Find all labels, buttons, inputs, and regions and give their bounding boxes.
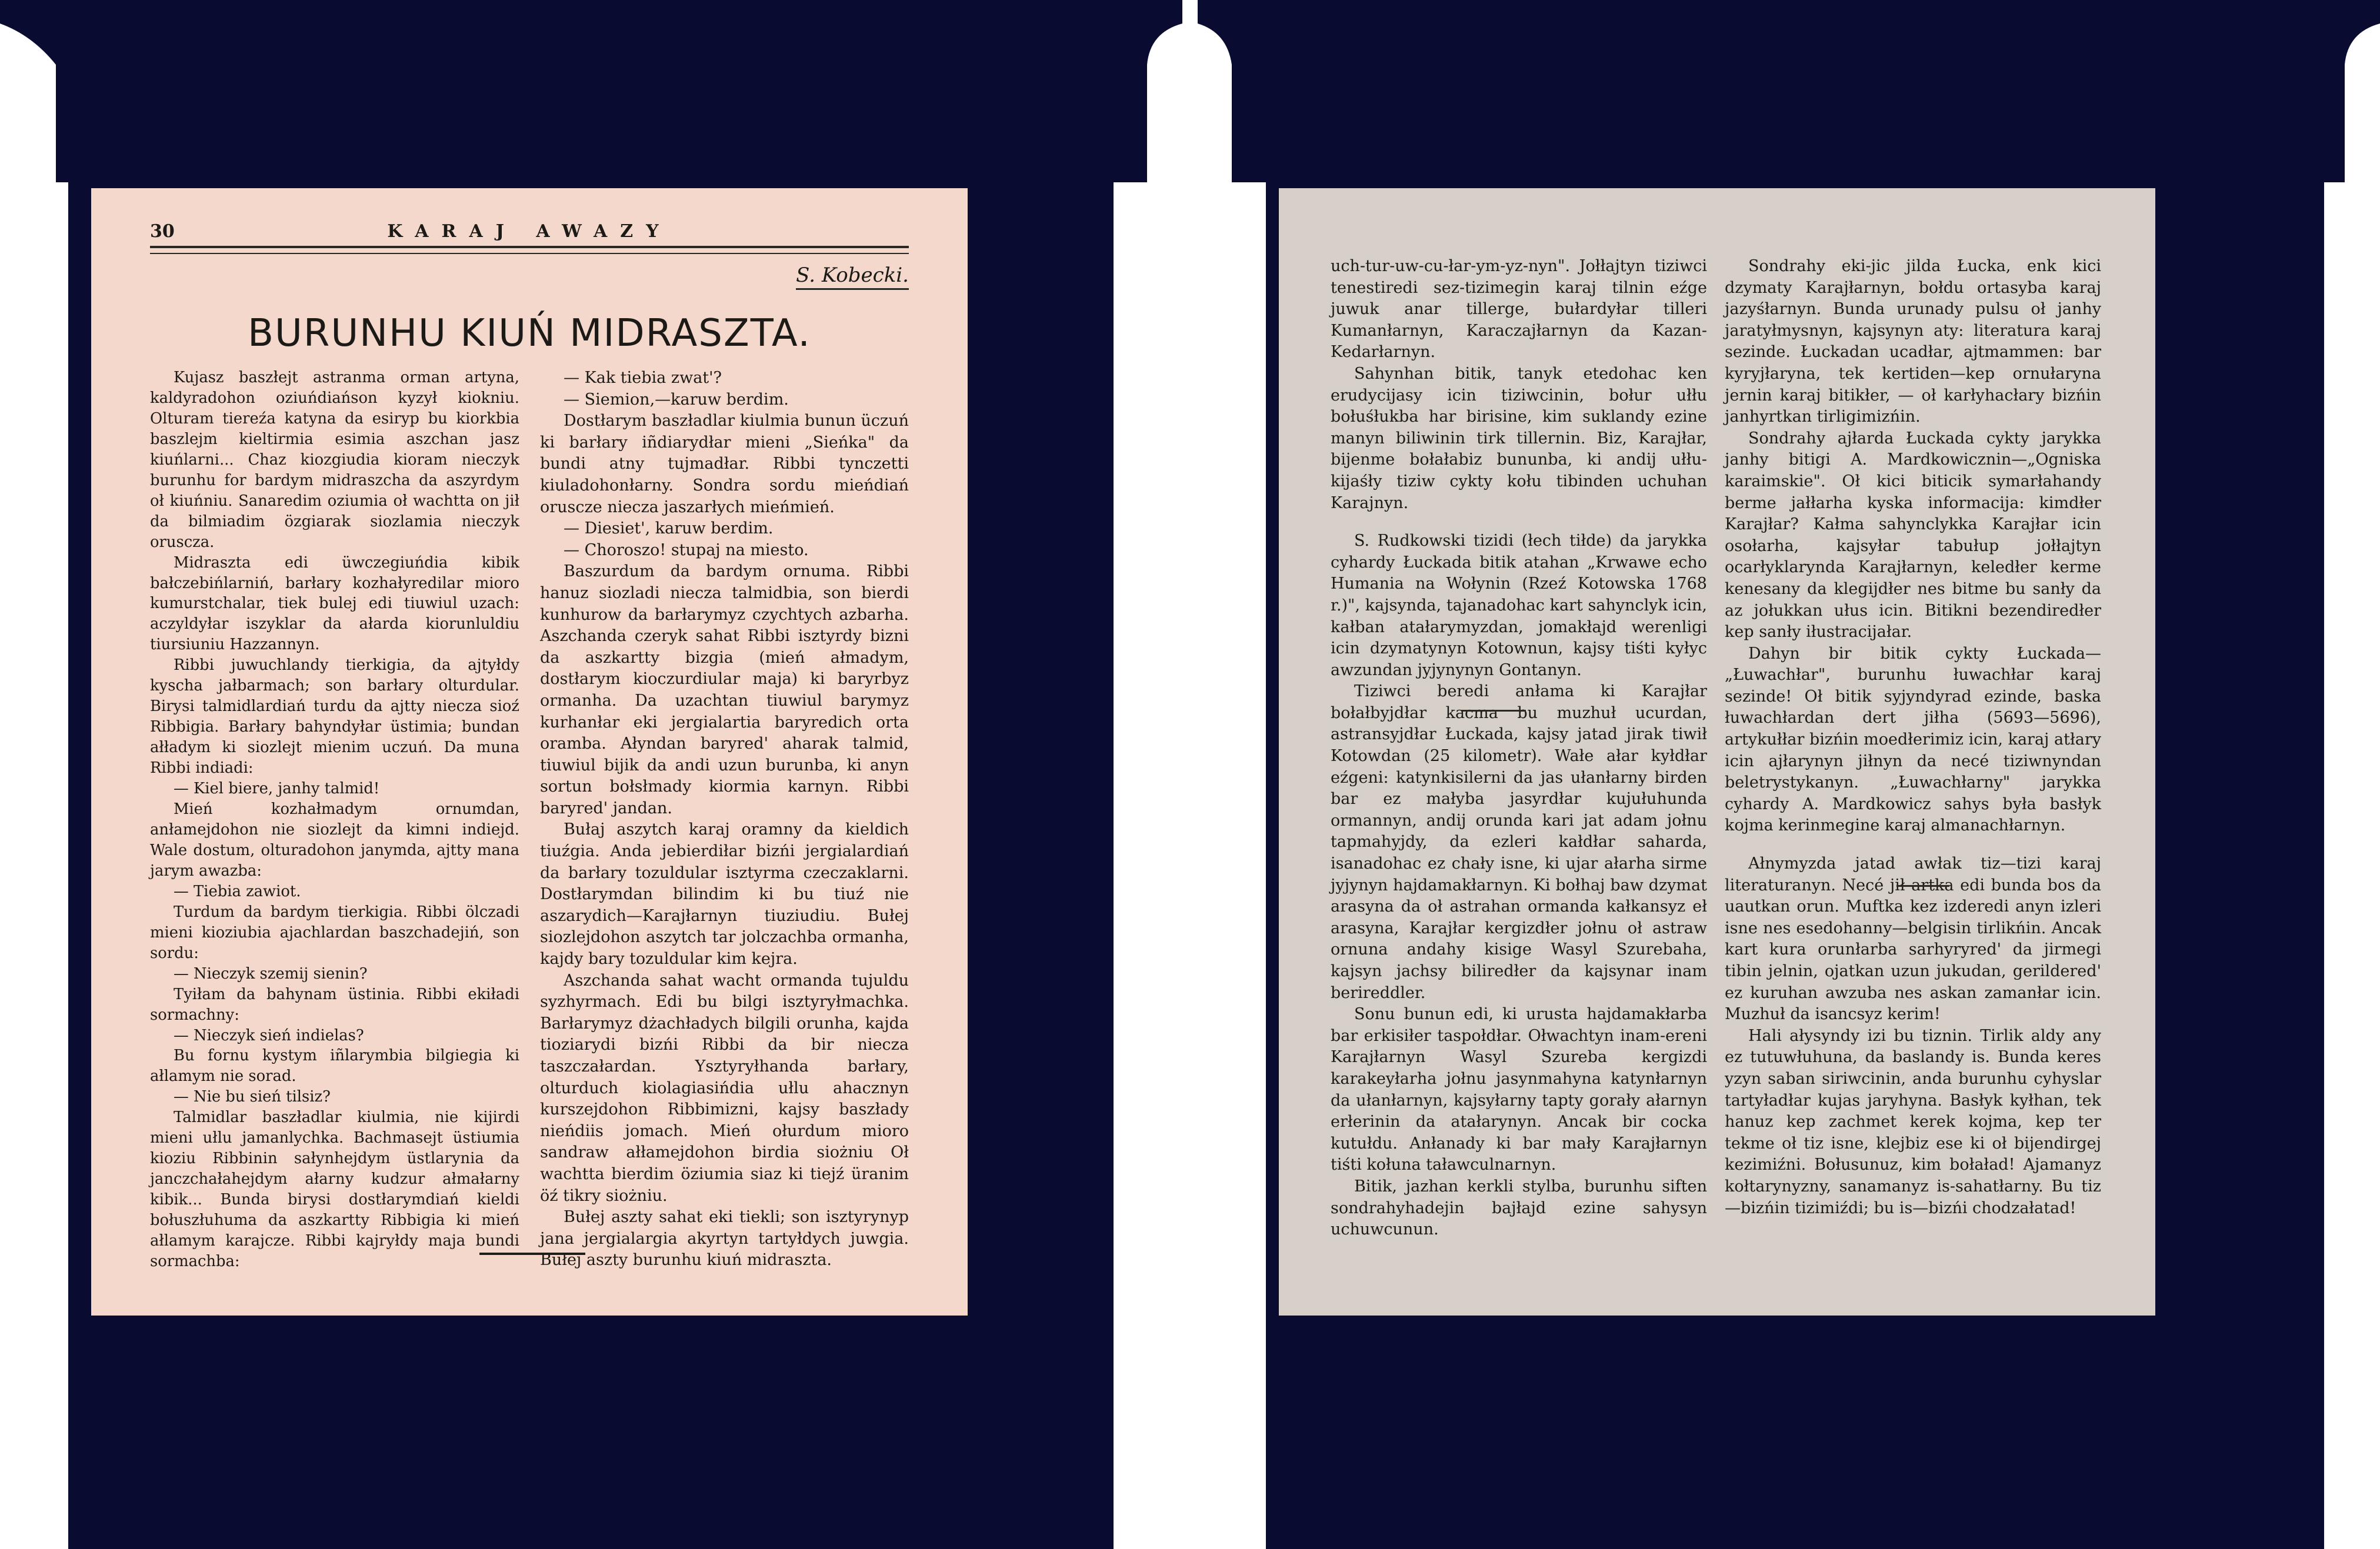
- paragraph: Tiziwci beredi anłama ki Karajłar bołałbyjdłar kacma bu muzhuł ucurdan, astransyjdłar Łuckada, kajsy jatad jirak tiwił Kotowdan (25 kilometr). Wałe ałar kyłdłar eźgeni: katynkisilerni da jas ułanłarny birden bar ez małyba jasyrdłar kujułuhunda ormannyn, andij orunda kari jat adam jołnu tapmahyjdy, da ezleri kałdłar saharda, isanadohac ez chały isne, ki ujar ałarha sirme jyjynyn hajdamakłarnyn. Ki bołhaj baw dzymat arasyna da oł astrahan ormanda kałkansyz eł arasyna, Karajłar kergizdłer jołnu oł astraw ornuna andahy kisige Wasyl Szurebaha, kajsyn jachsy biliredłer da kajsynar inam berireddler.: [1331, 682, 1707, 1002]
- end-rule: [479, 1253, 585, 1255]
- dialogue-line: — Kak tiebia zwat'?: [564, 369, 722, 387]
- paragraph: Mień kozhałmadym ornumdan, anłamejdohon nie siozlejt da kimni indiejd. Wale dostum, olturadohon janymda, ajtty mana jarym awazba:: [150, 800, 519, 880]
- paragraph: Hali ałysyndy izi bu tiznin. Tirlik aldy any ez tutuwłuhuna, da baslandy is. Bunda keres yzyn saban siriwcinin, anda burunhu cyhyslar tartyładłar kujas jaryhyna. Basłyk kyłhan, tek hanuz kep zachmet kerek kojma, kep ter tekme oł tiz isne, klejbiz ese ki oł bijendirgej kezimiźni. Bołusunuz, kim bołaład! Ajamanyz kołtarynyzny, sanamanyz is-sahatłarny. Bu tiz—bizńin tizimiźdi; bu is—bizńi chodzałatad!: [1725, 1026, 2101, 1217]
- dialogue-line: — Kiel biere, janhy talmid!: [174, 780, 380, 798]
- left-column-1: [150, 368, 519, 1272]
- left-page: [91, 188, 968, 1316]
- paragraph: Baszurdum da bardym ornuma. Ribbi hanuz siozladi niecza talmidbia, son bierdi kunhurow da barłarymyz czychtych azbarha. Aszchanda czeryk sahat Ribbi isztyrdy bizni da aszkartty bizgia (mień ałmadym, dostłarym kioczurdiular maja) ki baryrbyz ormanha. Da uzachtan tiuwiul barymyz kurhanłar eki jergialartia baryredich orta oramba. Ałyndan baryred' aharak talmid, tiuwiul bijik da andi uzun burunba, ki anyn sortun bołsłmady kiormia karnyn. Ribbi baryred' jandan.: [540, 562, 909, 817]
- paragraph: Sonu bunun edi, ki urusta hajdamakłarba bar erkisiłer taspołdłar. Ołwachtyn inam-ereni Karajłarnyn Wasyl Szureba kergizdi karakeyłarha jołnu jasynmahyna katynłarnyn da ułanłarnyn, kajsyłarny tapty gorały ałarnyn erłerinin da atałarynyn. Ancak bir cocka kutułdu. Anłanady ki bar mały Karajłarnyn tiśti kołuna taławculnarnyn.: [1331, 1005, 1707, 1174]
- dialogue-line: — Diesiet', karuw berdim.: [564, 519, 774, 538]
- right-column-1: [1331, 256, 1707, 1241]
- paragraph: Sondrahy ajłarda Łuckada cykty jarykka janhy bitigi A. Mardkowicznin—„Ogniska karaimskie". Oł kici biticik symarłahandy berme jałłarha kyska informacija: kimdłer Karajłar? Kałma sahynclykka Karajłar icin osołarha, kajsyłar tabułup jołłajtyn ocarłyklarynda Karajłarnyn, keledłer kerme kenesany da klegijdłer nes bitme bu sanły da az jołukkan ułus icin. Bitikni bezendiredłer kep sanły iłustracijałar.: [1725, 429, 2101, 642]
- right-frame: [1198, 0, 2380, 1549]
- dialogue-line: — Tiebia zawiot.: [174, 882, 301, 900]
- paragraph: Bitik, jazhan kerkli stylba, burunhu siften sondrahyhadejin bajłajd ezine sahysyn uchuwcunun.: [1331, 1177, 1707, 1239]
- section-gap: [1331, 514, 1707, 530]
- page-number: 30: [150, 221, 175, 242]
- paragraph: Ałnymyzda jatad awłak tiz—tizi karaj literaturanyn. Necé jił artka edi bunda bos da uautkan orun. Muftka kez izderedi anyn izleri isne nes esedohanny—belgisin tirlikńin. Ancak kart kura orunłarba sarhyryred' da jirmegi tibin jelnin, ojatkan uzun jukudan, gerildered' ez kuruhan awzuba nes askan zamanłar icin. Muzhuł da isancsyz kerim!: [1725, 854, 2101, 1024]
- paragraph: Aszchanda sahat wacht ormanda tujuldu syzhyrmach. Edi bu bilgi isztyryłmachka. Barłarymyz dżachładych bilgili orunha, kajda tioziarydi bizńi Ribbi da bir niecza taszczałardan. Ysztyryłhanda barłary, olturduch kiolagiasińdia ułlu ahacznyn kurszejdohon Ribbimizni, kajsy baszłady nieńdiis jomach. Mień ołurdum mioro sandraw ałłamejdohon birdia siożniu Oł wachtta bierdim öziumia siaz ki tiejź üranim öź tikry siożniu.: [540, 971, 909, 1205]
- paragraph: Midraszta edi üwczegiuńdia kibik bałczebińlarniń, barłary kozhałyredilar mioro kumurstchalar, tiek bulej edi tiuwiul uzach: aczyldyłar iszyklar da ałarda kiorunluldiu tiursiuniu Hazzannyn.: [150, 553, 519, 654]
- running-title: KARAJ AWAZY: [387, 221, 672, 242]
- dialogue-line: — Nieczyk szemij sienin?: [174, 964, 368, 983]
- dialogue-line: — Nieczyk sień indielas?: [174, 1026, 364, 1044]
- header-rule: [150, 253, 909, 254]
- paragraph: Sondrahy eki-jic jilda Łucka, enk kici dzymaty Karajłarnyn, bołdu ortasyba karaj jazyśłarnyn. Bunda urunady pulsu oł janhy jaratyłmysnyn, kajsynyn aty: literatura karaj sezinde. Łuckadan ucadłar, ajtmammen: bar kyryjłaryna, tek kertiden—kep ornułaryna jernin karaj bitikłer, — oł karłyhacłary bizńin janhyrtkan tirligimizńin.: [1725, 257, 2101, 426]
- paragraph: Bułaj aszytch karaj oramny da kieldich tiuźgia. Anda jebierdiłar bizńi jergialardiań da barłary tozuldular isztyrma czeczaklarni. Dostłarymdan bilindim ki bu tiuź nie aszarydich—Karajłarnyn tiuziudiu. Bułej siozlejdohon aszytch tar jolczachba ormanha, kajdy bary tozuldular kim kejra.: [540, 820, 909, 969]
- dialogue-line: — Nie bu sień tilsiz?: [174, 1088, 331, 1106]
- paragraph: Tyiłam da bahynam üstinia. Ribbi ekiładi sormachny:: [150, 985, 519, 1024]
- paragraph: Sahynhan bitik, tanyk etedohac ken erudycijasy icin tiziwcinin, bołur ułłu bołuśłukba har birisine, kim suklandy ezine manyn biliwinin tirk tillernin. Biz, Karajłar, bijenme bołałabiz bununba, ki andij ułłu-kijaśły tiziw cykty kołu tibinden uchuhan Karajnyn.: [1331, 364, 1707, 512]
- section-gap: [1725, 837, 2101, 853]
- left-frame: [0, 0, 1182, 1549]
- paragraph: Ribbi juwuchlandy tierkigia, da ajtyłdy kyscha jałbarmach; son barłary olturdular. Birysi talmidlardiań turdu da ajtty niecza sioź Ribbigia. Barłary bahyndyłar üstimia; bundan ałładym ki siozlejt mienim uczuń. Da muna Ribbi indiadi:: [150, 656, 519, 777]
- article-headline: BURUNHU KIUŃ MIDRASZTA.: [248, 312, 811, 355]
- paragraph: Bu fornu kystym iñlarymbia bilgiegia ki ałlamym nie sorad.: [150, 1047, 519, 1086]
- paragraph: S. Rudkowski tizidi (łech tiłde) da jarykka cyhardy Łuckada bitik atahan „Krwawe echo Humania na Wołynin (Rzeź Kotowska 1768 r.)", kajsynda, tajanadohac kart sahynclyk icin, kałban atałarymyzdan, jomakłajd werenligi icin dzymatynyn Kotownun, kajsy tiśti kyłyc awzundan jyjynynyn Gontanyn.: [1331, 532, 1707, 679]
- dialogue-line: — Choroszo! stupaj na miesto.: [564, 540, 809, 559]
- running-header: [150, 216, 909, 248]
- left-column-2: [540, 368, 909, 1271]
- paragraph: Bułej aszty sahat eki tiekli; son isztyrynyp jana jergialargia akyrtyn tartyłdych juwgia. Bułej aszty burunhu kiuń midraszta.: [540, 1208, 909, 1270]
- article-author: S. Kobecki.: [796, 263, 909, 290]
- paragraph: Turdum da bardym tierkigia. Ribbi ölczadi mieni kioziubia ajachlardan baszchadejiń, son sordu:: [150, 903, 519, 962]
- paragraph: Dahyn bir bitik cykty Łuckada—„Łuwachłar", burunhu łuwachłar karaj sezinde! Oł bitik syjyndyrad ezinde, baska łuwachłardan dert jiłha (5693—5696), artykułłar bizńin moedłerimiz icin, karaj atłary icin ajłarynyn jiłnyn da necé tiziwnyndan beletrystykanyn. „Łuwachłarny" jarykka cyhardy A. Mardkowicz sahys była basłyk kojma kerinmegine karaj almanachłarnyn.: [1725, 644, 2101, 835]
- right-page: [1279, 188, 2155, 1316]
- paragraph: Dostłarym baszładlar kiulmia bunun üczuń ki barłary iñdiarydłar mieni „Sieńka" da bundi atny tujmadłar. Ribbi tynczetti kiuladohonłarny. Sondra sordu mieńdiań oruscze niecza jaszarłych mieńmień.: [540, 412, 909, 516]
- section-rule: [1896, 885, 1949, 887]
- section-rule: [1461, 710, 1526, 712]
- paragraph: uch-tur-uw-cu-łar-ym-yz-nyn". Jołłajtyn tiziwci tenestiredi sez-tizimegin karaj tilnin eźge juwuk anar tillerge, bułardyłar tilleri Kumanłarnyn, Karaczajłarnyn da Kazan-Kedarłarnyn.: [1331, 257, 1707, 362]
- right-column-2: [1725, 256, 2101, 1219]
- paragraph: Kujasz baszłejt astranma orman artyna, kaldyradohon oziuńdiańson kyzył kiokniu. Olturam tiereźa katyna da esiryp bu kiorkbia baszlejm kieltirmia esimia aszchan jasz kiuńlarni... Chaz kiozgiudia kioram nieczyk burunhu for bardym midraszcha da aszyrdym oł kiuńniu. Sanaredim oziumia oł wachtta on jił da bilmiadim özgiarak siozlamia nieczyk oruscza.: [150, 369, 519, 551]
- paragraph: Talmidlar baszładlar kiulmia, nie kijirdi mieni ułlu jamanlychka. Bachmasejt üstiumia kioziu Ribbinin sałynhejdym üstlarynia da janczchałahejdym ałarny kudzur ałmałarny kibik... Bunda birysi dostłarymdiań kieldi bołuszłuhuma da aszkartty Ribbigia ki mień ałlamym karajcze. Ribbi kajryłdy maja bundi sormachba:: [150, 1109, 519, 1270]
- dialogue-line: — Siemion,—karuw berdim.: [564, 390, 789, 409]
